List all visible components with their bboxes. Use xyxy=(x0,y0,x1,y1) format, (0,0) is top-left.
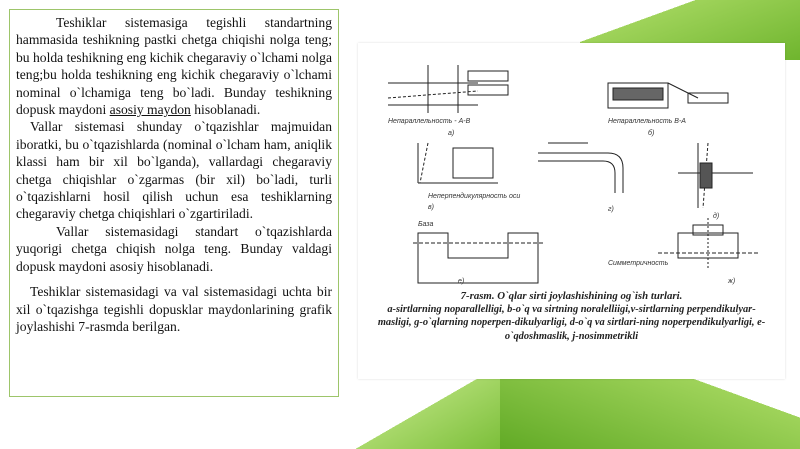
paragraph-4: Teshiklar sistemasidagi va val sistemasidagi uchta bir xil o`tqazishga tegishli dopusklar maydonlarining grafik joylashishi 7-rasmda berilgan. xyxy=(16,284,332,334)
label-d: д) xyxy=(713,213,720,220)
label-nonparallel-a: Непараллельность - А-В xyxy=(388,118,471,125)
label-g: г) xyxy=(608,206,614,213)
label-base: База xyxy=(418,221,434,228)
label-nonparallel-b: Непараллельность В-А xyxy=(608,118,686,125)
diagram-v xyxy=(418,143,498,183)
asosiy-maydon-term: asosiy maydon xyxy=(109,102,191,118)
diagram-a xyxy=(388,65,508,113)
paragraph-1-text: Teshiklar sistemasiga tegishli standartning hammasida teshikning pastki chetga chiqishi nolga teng; bu holda teshikning eng kichik chegaraviy o`lchami nolga teng;bu holda teshikning eng kichik chegaraviy o`lchami nominal o`lchamiga teng bo`ladi. Bunday teshikning dopusk maydoni xyxy=(16,15,332,118)
label-v: в) xyxy=(428,204,434,211)
figure-panel xyxy=(358,43,785,379)
caption-line-1: a-sirtlarning noparallelligi, b-o`q va sirtning noralelliigi,v-sirtlarning perpendikulyar- xyxy=(387,304,756,316)
paragraph-2: Vallar sistemasi shunday o`tqazishlar majmuidan iboratki, bu o`tqazishlarda (nominal o`lcham ham, aniqlik klassi ham bir xil bo`lganda), vallardagi chegaraviy chetga chiqishlar o`zgarmas (bir xil) bo`ladi, turli o`tqazishlarni hosil qilish uchun esa teshiklarning chegaraviy chetga chiqishlari o`zgartiriladi. xyxy=(16,119,332,222)
label-symmetry: Симметричность xyxy=(608,260,669,267)
diagram-b xyxy=(608,83,728,108)
label-zh: ж) xyxy=(728,278,736,285)
diagram-g xyxy=(538,143,623,193)
paragraph-3: Vallar sistemasidagi standart o`tqazishlarda yuqorigi chetga chiqish nolga teng. Bunday valdagi dopusk maydoni asosiy hisoblanadi. xyxy=(16,223,332,274)
paragraph-1 xyxy=(16,14,332,118)
paragraph-1-end: hisoblanadi. xyxy=(190,102,261,118)
diagram-e xyxy=(413,233,543,283)
text-panel xyxy=(9,9,339,397)
figure-caption xyxy=(358,290,785,343)
tolerance-diagrams xyxy=(358,43,785,288)
caption-line-2: masligi, g-o`qlarning noperpen-dikulyarligi, d-o`q va sirtlari-ning noperpendikulyarligi, e- xyxy=(377,317,766,329)
label-nonperp: Неперпендикулярность оси xyxy=(428,193,521,200)
label-a: а) xyxy=(448,130,455,137)
caption-title: 7-rasm. O`qlar sirti joylashishining og`ish turlari. xyxy=(460,290,683,302)
diagram-zh xyxy=(658,218,758,268)
caption-line-3: o`qdoshmaslik, j-nosimmetrikli xyxy=(504,330,639,342)
label-b: б) xyxy=(648,130,655,137)
diagram-d xyxy=(678,143,753,208)
label-e: е) xyxy=(458,278,465,285)
